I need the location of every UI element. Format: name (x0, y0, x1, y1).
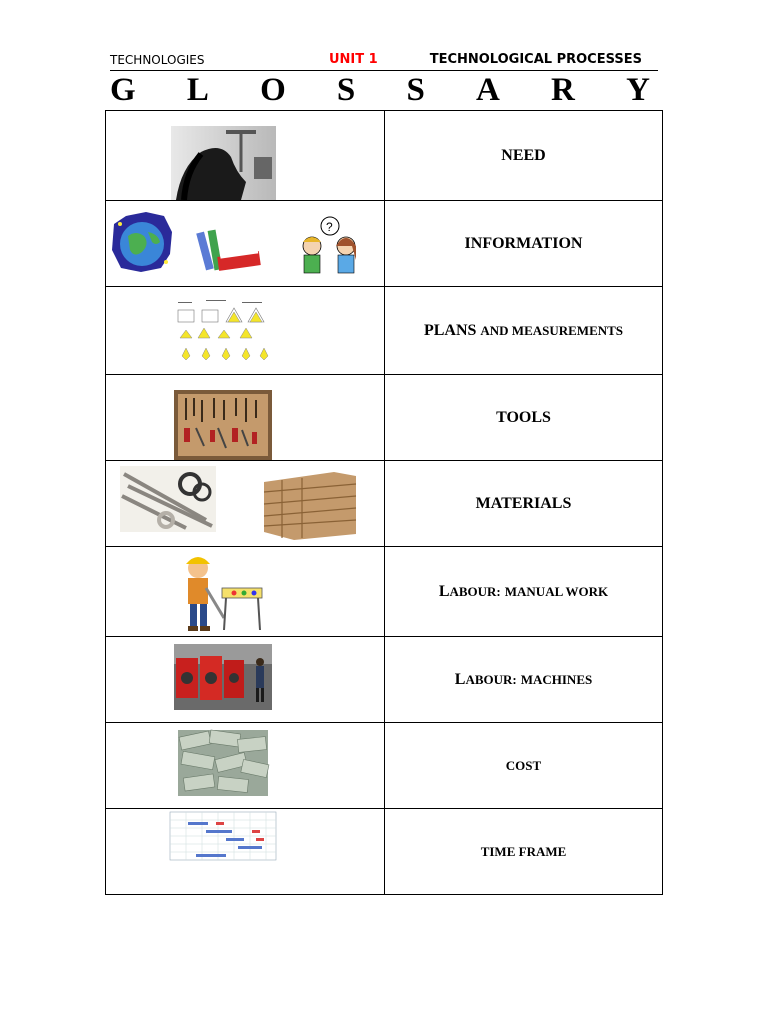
svg-text:?: ? (326, 219, 333, 234)
term-cell (385, 201, 663, 287)
table-row (106, 287, 663, 375)
image-cell (106, 723, 385, 809)
header-topic: TECHNOLOGICAL PROCESSES (429, 52, 642, 67)
gantt-chart-icon (106, 810, 384, 894)
table-row (106, 201, 663, 287)
term-labour-rest: ABOUR: (465, 671, 517, 687)
image-cell (106, 547, 385, 637)
globe-icon (112, 212, 172, 272)
table-row (106, 111, 663, 201)
people-talking-question-icon (303, 217, 356, 273)
term-cost: COST (505, 757, 542, 773)
term-cell (385, 111, 663, 201)
page-header (110, 52, 658, 71)
table-row (106, 723, 663, 809)
term-and-measurements: AND MEASUREMENTS (480, 322, 624, 338)
term-time-frame: TIME FRAME (480, 843, 567, 859)
term-cell (385, 547, 663, 637)
term-cell (385, 637, 663, 723)
industrial-machines-icon (106, 638, 384, 722)
term-plans: PLANS (423, 321, 477, 339)
header-subject: TECHNOLOGIES (110, 53, 205, 67)
image-cell (106, 637, 385, 723)
term-labour-first: L (438, 582, 450, 600)
books-icon (196, 229, 261, 270)
title-letter: O (260, 72, 286, 108)
term-labour-first: L (454, 670, 466, 688)
table-row (106, 461, 663, 547)
tool-board-icon (106, 376, 384, 460)
term-tools: TOOLS (496, 408, 551, 426)
money-pile-icon (106, 724, 384, 808)
term-manual-work: MANUAL WORK (504, 583, 609, 599)
construction-worker-icon (106, 548, 384, 636)
title-letter: L (186, 72, 209, 108)
image-cell (106, 287, 385, 375)
title-letter: S (336, 72, 356, 108)
term-need: NEED (501, 146, 546, 164)
term-cell (385, 375, 663, 461)
term-labour-rest: ABOUR: (449, 583, 501, 599)
wood-planks-icon (258, 470, 358, 540)
metal-bars-washers-icon (120, 466, 216, 532)
image-cell (106, 461, 385, 547)
glossary-title (110, 72, 650, 110)
image-cell (106, 809, 385, 895)
title-letter: R (551, 72, 575, 108)
title-letter: Y (626, 72, 650, 108)
table-row (106, 547, 663, 637)
image-cell (106, 111, 385, 201)
term-information: INFORMATION (464, 234, 583, 252)
title-letter: S (406, 72, 425, 108)
term-cell (385, 461, 663, 547)
table-row (106, 637, 663, 723)
glossary-table (105, 110, 663, 895)
table-row (106, 809, 663, 895)
term-cell (385, 287, 663, 375)
term-cell (385, 723, 663, 809)
title-letter: G (110, 72, 136, 108)
origami-instructions-icon (106, 288, 384, 374)
table-row (106, 375, 663, 461)
person-drinking-from-tap-icon (106, 112, 384, 200)
term-machines: MACHINES (520, 671, 593, 687)
image-cell (106, 201, 385, 287)
title-letter: A (476, 72, 500, 108)
image-cell (106, 375, 385, 461)
header-unit: UNIT 1 (329, 52, 378, 67)
term-cell (385, 809, 663, 895)
term-materials: MATERIALS (475, 494, 572, 512)
